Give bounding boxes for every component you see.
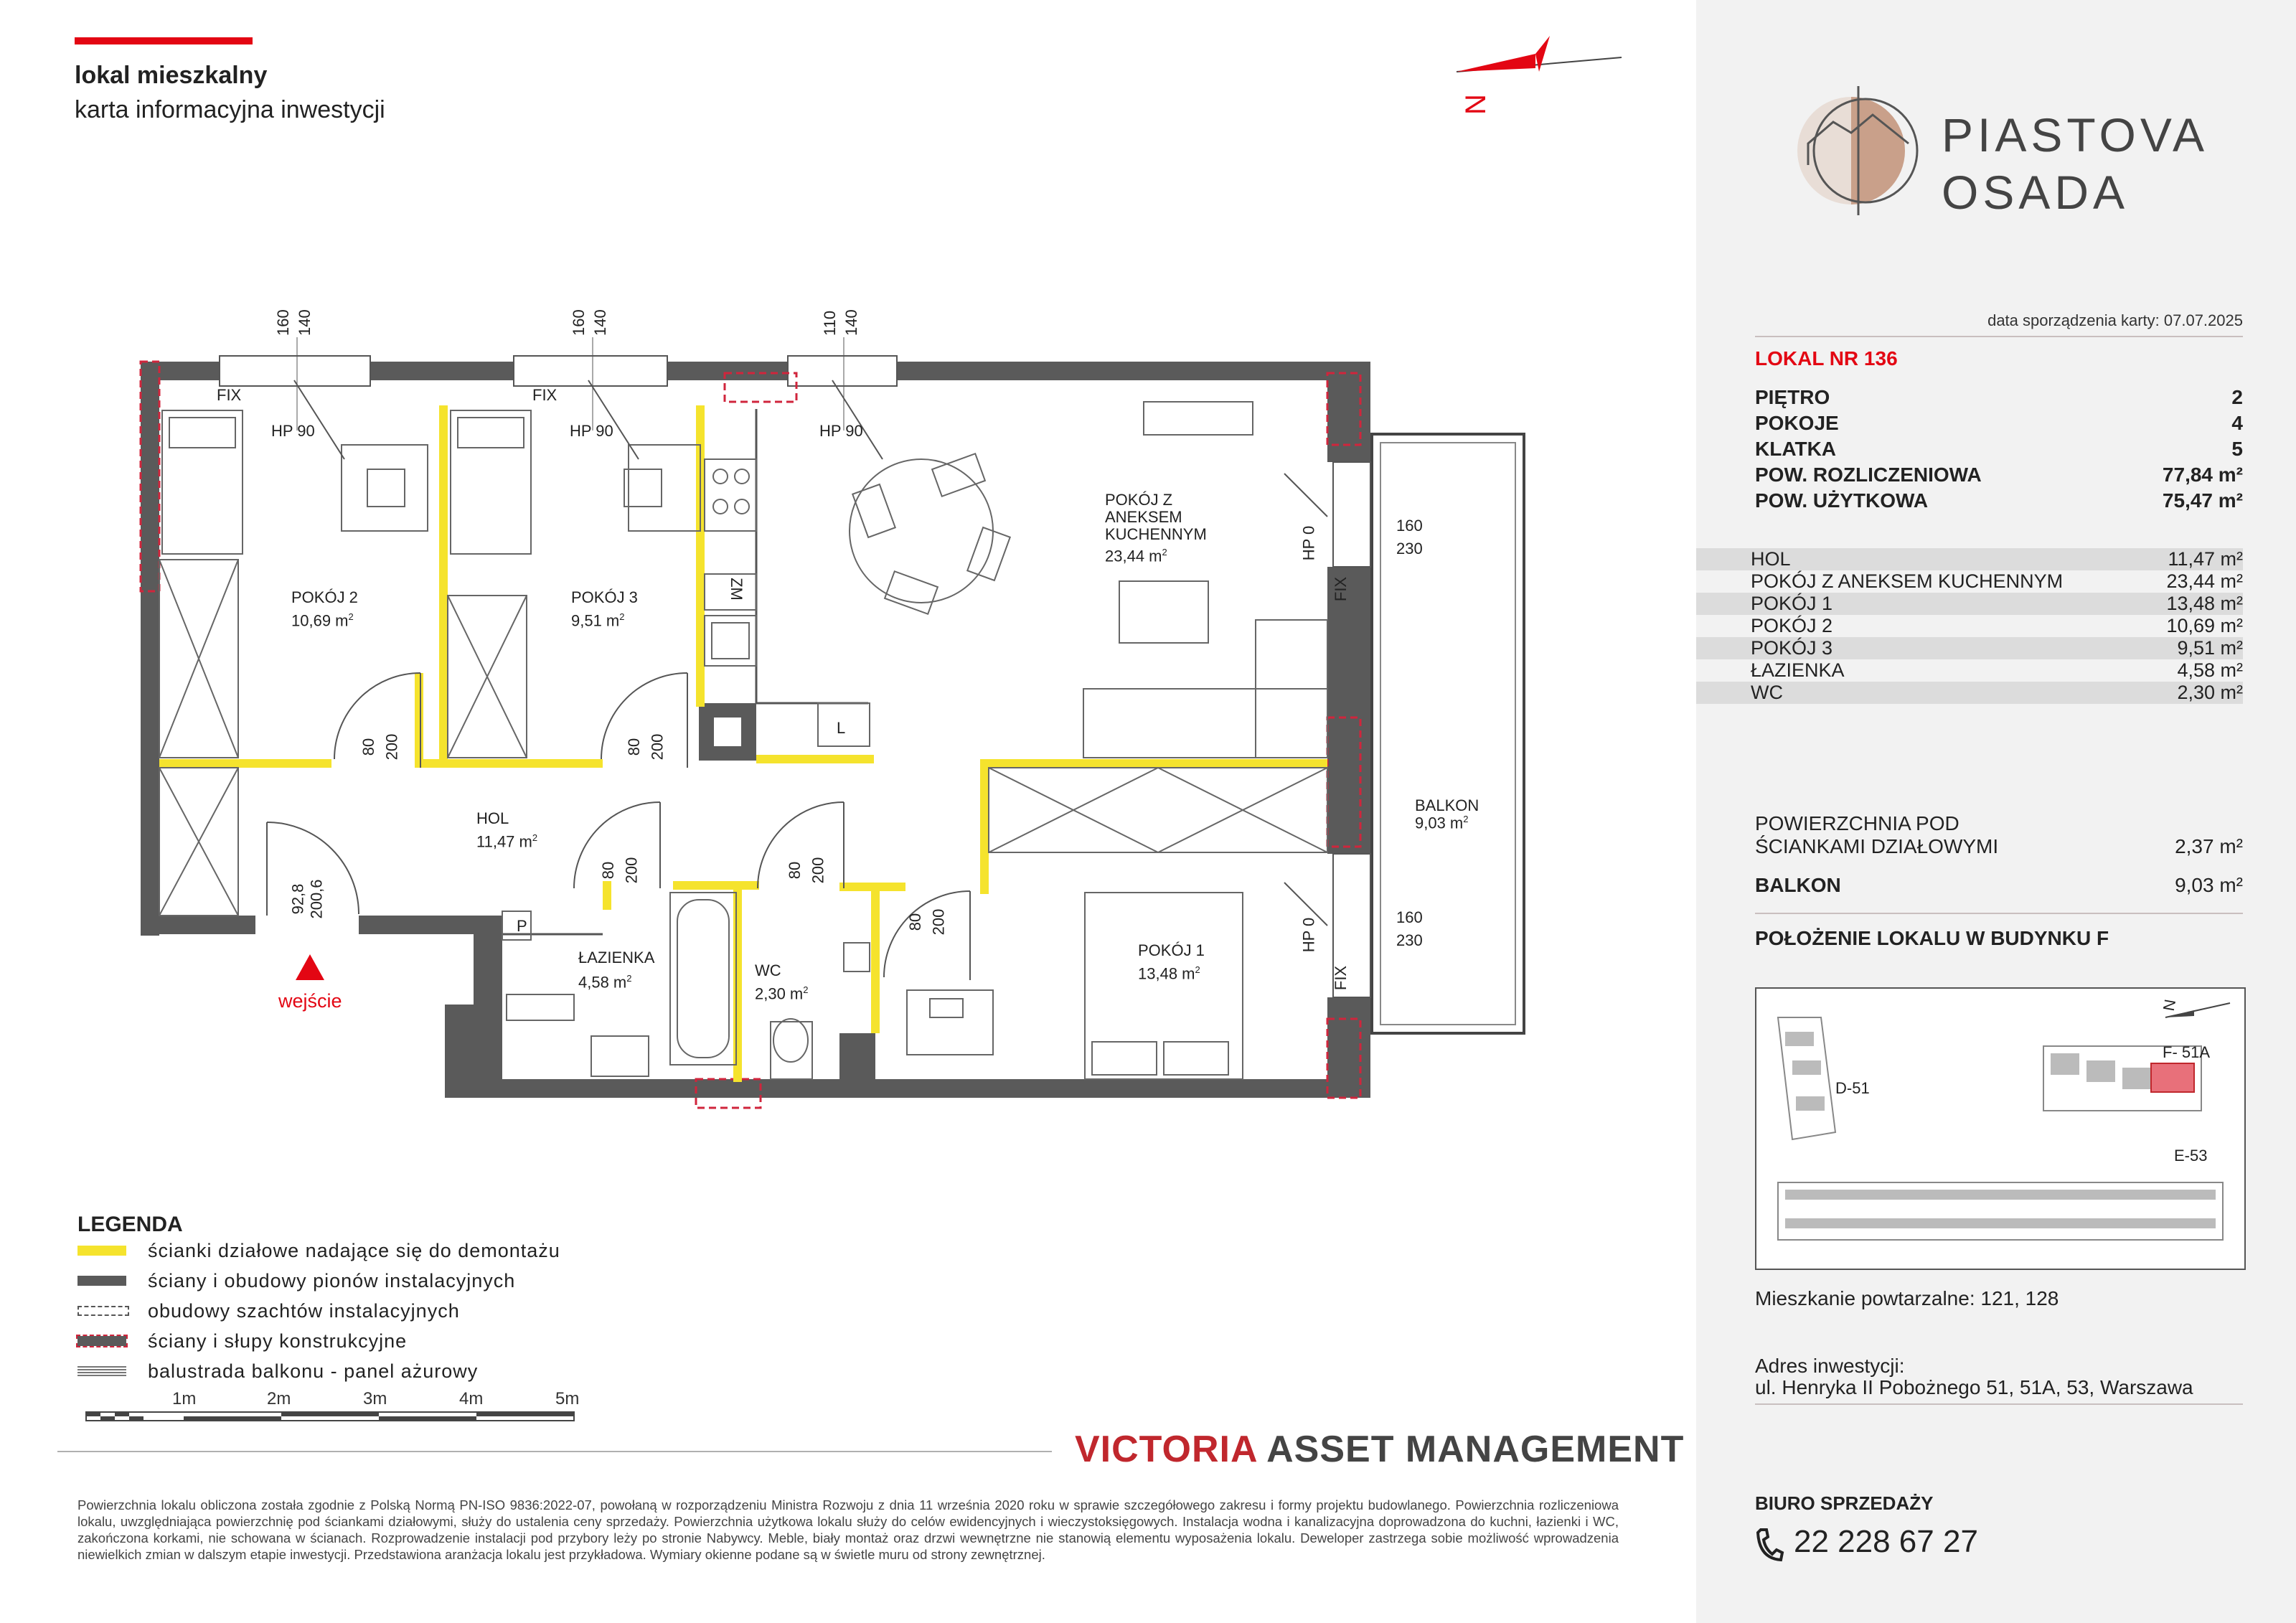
spec-stairwell: KLATKA 5 [1755, 438, 2243, 460]
side-dim-b-1: 230 [1396, 540, 1423, 558]
room-area-pokoj3: 9,51 $m^2$ [571, 611, 625, 630]
repeat-units: Mieszkanie powtarzalne: 121, 128 [1755, 1287, 2059, 1309]
l-label: L [837, 719, 846, 737]
win2-bottom: 140 [591, 309, 609, 336]
phone-icon [1755, 1527, 1784, 1563]
room-row-salon: POKÓJ Z ANEKSEM KUCHENNYM 23,44 m² [1751, 570, 2243, 592]
spec-usable-area: POW. UŻYTKOWA 75,47 m² [1755, 489, 2243, 512]
legend-swatch-yellow [77, 1246, 126, 1256]
legend-swatch-gray [77, 1276, 126, 1286]
side-dim-b-2: 230 [1396, 931, 1423, 949]
fix-label-2: FIX [532, 386, 557, 404]
hp90-label-1: HP 90 [271, 422, 315, 440]
hp90-label-2: HP 90 [570, 422, 613, 440]
room-row-wc: WC 2,30 m² [1696, 682, 2243, 704]
room-name-salon-3: KUCHENNYM [1105, 525, 1207, 543]
divider [1755, 336, 2243, 337]
legend-swatch-dashed [77, 1306, 129, 1316]
north-arrow-icon [1442, 29, 1629, 122]
map-label-d51: D-51 [1835, 1079, 1870, 1097]
partition-area-label-1: POWIERZCHNIA POD [1755, 812, 1959, 834]
win1-top: 160 [274, 309, 292, 336]
room-row-pokoj2: POKÓJ 2 10,69 m² [1751, 615, 2243, 636]
scale-label-3m: 3m [363, 1389, 387, 1408]
legend-swatch-structural [77, 1336, 126, 1346]
entry-dim-w: 92,8 [288, 883, 307, 915]
room-area-wc: 2,30 $m^2$ [755, 984, 809, 1003]
logo-text-2: OSADA [1942, 166, 2130, 219]
balcony-outline [1372, 434, 1524, 1033]
address-title: Adres inwestycji: [1755, 1355, 1905, 1377]
partition-area-row: ŚCIANKAMI DZIAŁOWYMI 2,37 m² [1755, 835, 2243, 857]
location-title: POŁOŻENIE LOKALU W BUDYNKU F [1755, 927, 2109, 949]
brand-name: VICTORIA ASSET MANAGEMENT [1075, 1429, 1685, 1470]
room-name-pokoj3: POKÓJ 3 [571, 588, 638, 606]
room-name-lazienka: ŁAZIENKA [578, 949, 655, 966]
location-map [1755, 987, 2246, 1270]
side-dim-a-2: 160 [1396, 908, 1423, 926]
win3-top: 110 [821, 310, 839, 336]
sales-phone[interactable]: 22 228 67 27 [1794, 1524, 1978, 1559]
site-plan-icon [1756, 989, 2244, 1269]
spec-billing-area: POW. ROZLICZENIOWA 77,84 m² [1755, 464, 2243, 486]
room-name-hol: HOL [476, 809, 509, 827]
room-name-salon-1: POKÓJ Z [1105, 491, 1173, 509]
address-value: ul. Henryka II Pobożnego 51, 51A, 53, Warszawa [1755, 1376, 2193, 1398]
divider [1755, 913, 2243, 914]
entry-arrow-icon [296, 954, 324, 980]
room-row-pokoj3: POKÓJ 3 9,51 m² [1696, 637, 2243, 659]
spec-floor: PIĘTRO 2 [1755, 386, 2243, 408]
map-label-e53: E-53 [2174, 1147, 2208, 1165]
win1-bottom: 140 [296, 309, 314, 336]
balcony-row: BALKON 9,03 m² [1755, 874, 2243, 896]
side-dim-a-1: 160 [1396, 517, 1423, 535]
document-type: lokal mieszkalny [75, 62, 268, 89]
door-dim-h-3: 200 [622, 857, 641, 884]
hp0-label-2: HP 0 [1299, 917, 1318, 953]
room-name-pokoj2: POKÓJ 2 [291, 588, 358, 606]
fix-label-1: FIX [217, 386, 242, 404]
legend-swatch-balustrade [77, 1366, 126, 1376]
room-area-hol: 11,47 $m^2$ [476, 832, 538, 851]
door-dim-w-4: 80 [786, 861, 804, 880]
logo-icon [1794, 86, 1923, 215]
brand-divider [57, 1451, 1052, 1452]
entry-label: wejście [278, 990, 342, 1012]
door-dim-h-4: 200 [809, 857, 827, 884]
room-area-pokoj2: 10,69 $m^2$ [291, 611, 354, 630]
scale-label-5m: 5m [555, 1389, 580, 1408]
fix-label-3: FIX [1332, 576, 1350, 602]
door-dim-h-1: 200 [382, 733, 401, 761]
door-dim-h-5: 200 [929, 908, 948, 936]
door-dim-w-2: 80 [625, 738, 644, 756]
p-label: P [517, 917, 527, 935]
room-name-wc: WC [755, 961, 781, 979]
room-area-salon: 23,44 $m^2$ [1105, 547, 1167, 565]
scale-label-1m: 1m [172, 1389, 197, 1408]
room-row-pokoj1: POKÓJ 1 13,48 m² [1696, 593, 2243, 615]
unit-title: LOKAL NR 136 [1755, 347, 1898, 370]
hp90-label-3: HP 90 [819, 422, 863, 440]
room-area-pokoj1: 13,48 $m^2$ [1138, 964, 1200, 983]
win3-bottom: 140 [842, 309, 860, 336]
room-row-lazienka: ŁAZIENKA 4,58 m² [1751, 659, 2243, 681]
room-area-balkon: 9,03 $m^2$ [1415, 814, 1469, 832]
scale-bar [86, 1411, 581, 1425]
header-accent-bar [75, 37, 253, 44]
scale-label-4m: 4m [459, 1389, 484, 1408]
room-name-balkon: BALKON [1415, 796, 1479, 814]
room-row-hol: HOL 11,47 m² [1696, 548, 2243, 570]
zm-label: ZM [727, 578, 745, 601]
disclaimer-text: Powierzchnia lokalu obliczona została zgodnie z Polską Normą PN-ISO 9836:2022-07, powołaną w rozporządzeniu Ministra Rozwoju z dnia 11 września 2020 roku w sprawie szczegółowego zakresu i formy projektu budowlanego. Powierzchnia rozliczeniowa lokalu, uwzględniająca powierzchnię pod ściankami działowymi, służy do ustalenia ceny sprzedaży. Powierzchnia użytkowa lokalu służy do celów ewidencyjnych i wieczystoksięgowych. Instalacja wodna i kanalizacyjna doprowadzona do kuchni, łazienki i WC, zakończona korkami, nie schowana w ścianach. Rozprowadzenie instalacji pod przybory leży po stronie Nabywcy. Meble, biały montaż oraz drzwi wewnętrzne nie stanowią elementu wyposażenia lokalu. Deweloper zastrzega sobie możliwość wprowadzenia niewielkich zmian w dalszym etapie inwestycji. Przedstawiona aranżacja lokalu jest przykładowa. Wymiary okienne podane są w świetle muru od strony zewnętrznej. [77, 1497, 1619, 1562]
scale-label-2m: 2m [267, 1389, 291, 1408]
room-area-lazienka: 4,58 $m^2$ [578, 973, 632, 992]
room-name-pokoj1: POKÓJ 1 [1138, 941, 1205, 959]
map-north-label: N [2159, 997, 2180, 1012]
door-dim-w-1: 80 [359, 738, 378, 756]
document-subtitle: karta informacyjna inwestycji [75, 96, 385, 123]
divider [1755, 1403, 2243, 1405]
door-dim-w-3: 80 [599, 861, 618, 880]
entry-dim-h: 200,6 [307, 879, 326, 919]
hp0-label-1: HP 0 [1299, 525, 1318, 561]
north-label: N [1460, 94, 1492, 115]
fix-label-4: FIX [1332, 965, 1350, 991]
door-dim-h-2: 200 [648, 733, 667, 761]
spec-rooms: POKOJE 4 [1755, 412, 2243, 434]
map-label-f51a: F- 51A [2163, 1043, 2211, 1061]
sales-office-title: BIURO SPRZEDAŻY [1755, 1492, 1934, 1514]
door-dim-w-5: 80 [906, 913, 925, 931]
legend-title: LEGENDA [77, 1213, 183, 1236]
logo-text-1: PIASTOVA [1942, 108, 2209, 161]
win2-top: 160 [570, 309, 588, 336]
room-name-salon-2: ANEKSEM [1105, 508, 1182, 526]
card-date: data sporządzenia karty: 07.07.2025 [1987, 311, 2243, 329]
